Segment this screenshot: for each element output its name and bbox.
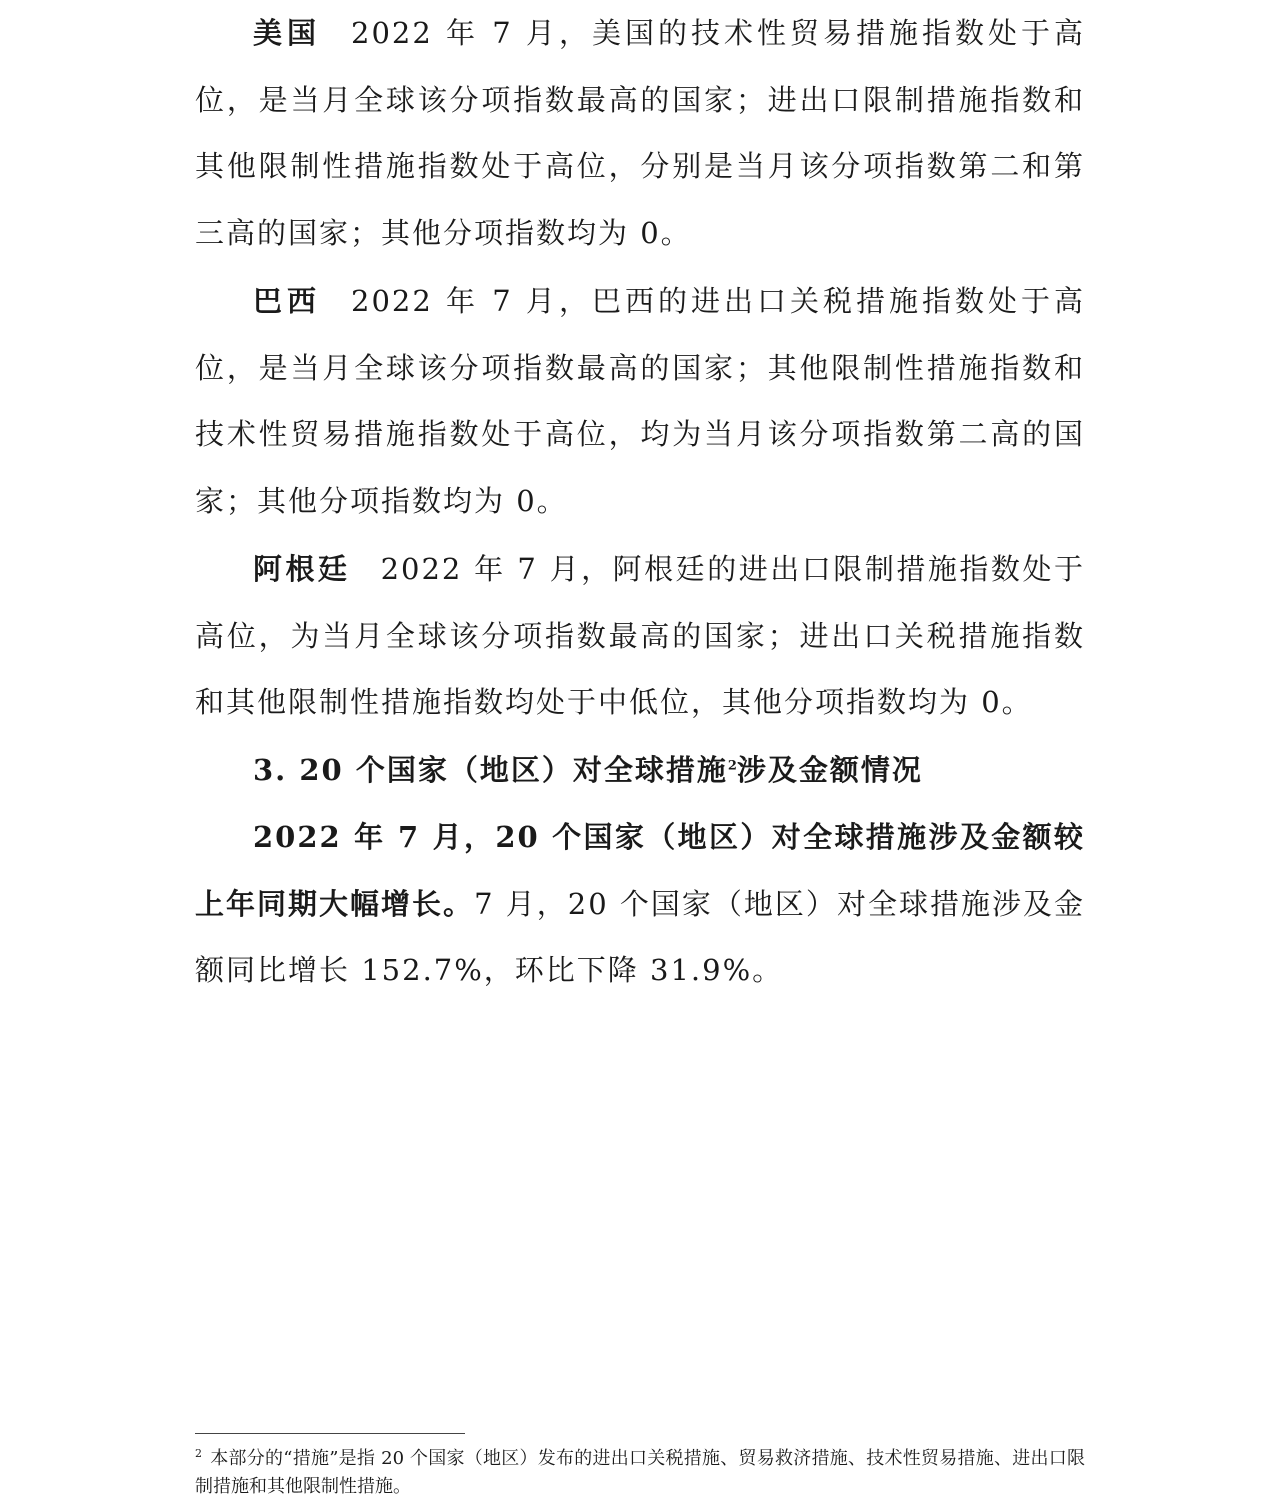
- paragraph-argentina-text: 2022 年 7 月，阿根廷的进出口限制措施指数处于高位，为当月全球该分项指数最高的国家；进出口关税措施指数和其他限制性措施指数均处于中低位，其他分项指数均为 0。: [195, 552, 1085, 719]
- country-name-usa: 美国: [253, 16, 322, 50]
- paragraph-argentina: [195, 536, 1085, 736]
- paragraph-summary: [195, 804, 1085, 1004]
- footnote-reference[interactable]: 2: [727, 758, 737, 774]
- footnote-divider: [195, 1433, 465, 1434]
- section-heading-text-after: 涉及金额情况: [736, 753, 923, 787]
- paragraph-brazil-text: 2022 年 7 月，巴西的进出口关税措施指数处于高位，是当月全球该分项指数最高的国家；其他限制性措施指数和技术性贸易措施指数处于高位，均为当月该分项指数第二高的国家；其他分项指数均为 0。: [195, 284, 1085, 518]
- paragraph-usa-text: 2022 年 7 月，美国的技术性贸易措施指数处于高位，是当月全球该分项指数最高的国家；进出口限制措施指数和其他限制性措施指数处于高位，分别是当月该分项指数第二和第三高的国家；其他分项指数均为 0。: [195, 16, 1085, 250]
- section-heading: [195, 737, 1085, 804]
- footnote: [195, 1445, 1085, 1501]
- footnote-mark: 2: [195, 1447, 202, 1460]
- footnote-text: 本部分的“措施”是指 20 个国家（地区）发布的进出口关税措施、贸易救济措施、技术性贸易措施、进出口限制措施和其他限制性措施。: [195, 1448, 1085, 1497]
- paragraph-brazil: [195, 268, 1085, 534]
- summary-text: 7 月，20 个国家（地区）对全球措施涉及金额同比增长 152.7%，环比下降 31.9%。: [195, 886, 1085, 987]
- section-heading-text: 3. 20 个国家（地区）对全球措施: [253, 753, 728, 787]
- summary-bold-text: 2022 年 7 月，20 个国家（地区）对全球措施涉及金额较上年同期大幅增长。: [195, 820, 1085, 921]
- country-name-argentina: 阿根廷: [253, 552, 351, 586]
- paragraph-usa: [195, 0, 1085, 266]
- country-name-brazil: 巴西: [253, 284, 322, 318]
